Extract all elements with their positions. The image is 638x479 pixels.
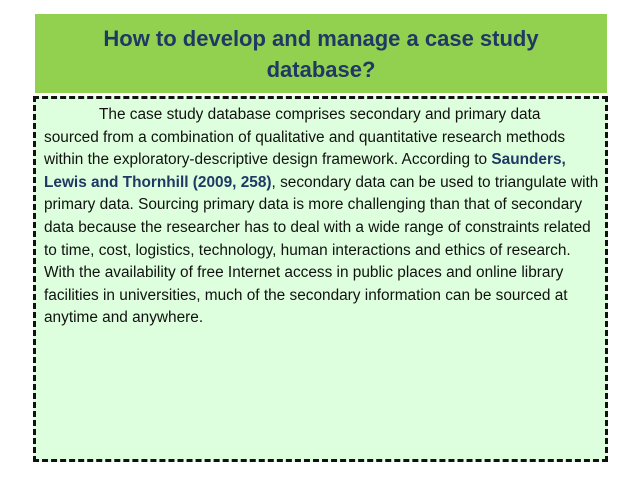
- slide-title-banner: [35, 14, 607, 93]
- citation-reference: Saunders, Lewis and Thornhill (2009, 258): [44, 151, 566, 191]
- slide-title: How to develop and manage a case study database?: [103, 25, 539, 82]
- body-text-intro: The case study database comprises secondary and primary data sourced from a combination of qualitative and quantitative research methods within the exploratory-descriptive design framework. According to: [44, 106, 566, 169]
- content-text-box: [33, 96, 608, 462]
- body-paragraph: [44, 104, 599, 330]
- body-text-continuation: , secondary data can be used to triangulate with primary data. Sourcing primary data is more challenging than that of secondary data because the researcher has to deal with a wide range of constraints related to time, cost, logistics, technology, human interactions and ethics of research. With the availability of free Internet access in public places and online library facilities in universities, much of the secondary information can be sourced at anytime and anywhere.: [44, 173, 599, 327]
